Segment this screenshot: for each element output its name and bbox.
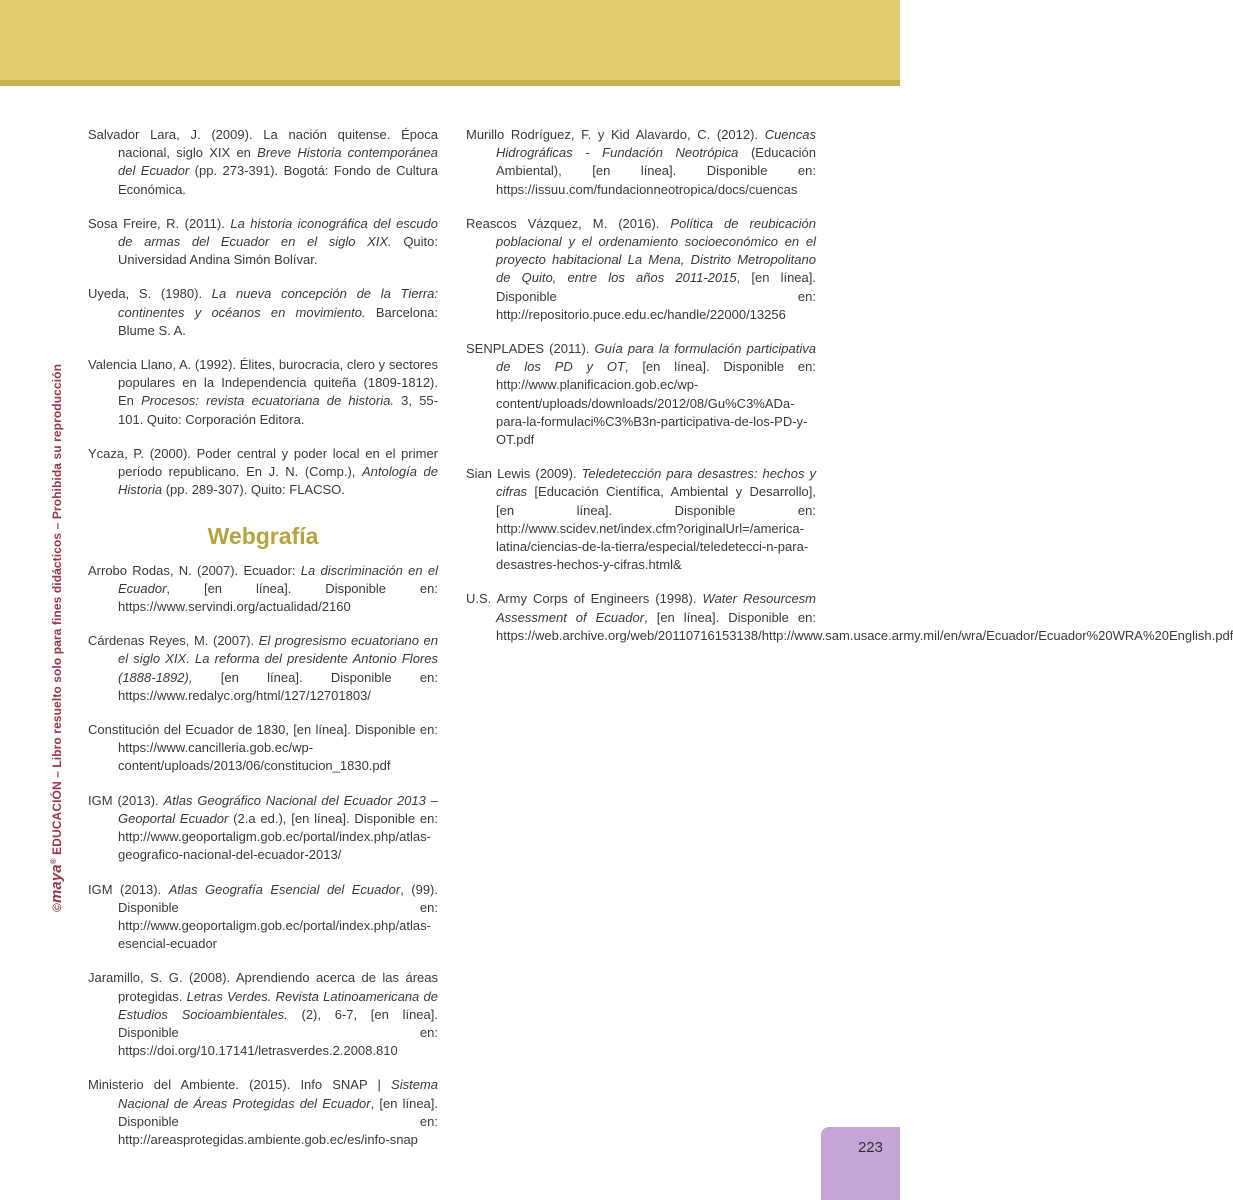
web-reference-item: Ministerio del Ambiente. (2015). Info SNAP | Sistema Nacional de Áreas Protegidas del Ecuador, [en línea]. Disponible en: http://areasprotegidas.ambiente.gob.ec/es/info-snap — [88, 1077, 438, 1147]
reference-item: Salvador Lara, J. (2009). La nación quitense. Época nacional, siglo XIX en Breve Historia contemporánea del Ecuador (pp. 273-391). Bogotá: Fondo de Cultura Económica. — [88, 127, 439, 197]
web-reference-item: SENPLADES (2011). Guía para la formulación participativa de los PD y OT, [en línea]. Disponible en: http://www.planificacion.gob.ec/wp-content/uploads/downloads/2012/08/Gu%C3%ADa-para-la-formulaci%C3%B3n-participativa-de-los-PD-y-OT.pdf — [466, 341, 816, 448]
top-band-edge — [0, 80, 900, 86]
brand-logo-text: maya — [48, 864, 65, 904]
vertical-copyright-credit — [48, 364, 65, 912]
page-number: 223 — [857, 1139, 883, 1156]
webography-list-left — [88, 562, 438, 1149]
web-reference-item: Murillo Rodríguez, F. y Kid Alavardo, C. (2012). Cuencas Hidrográficas - Fundación Neotrópica (Educación Ambiental), [en línea]. Disponible en: https://issuu.com/fundacionneotropica/docs/cuencas — [466, 127, 816, 197]
copyright-symbol: © — [50, 903, 64, 912]
reference-item: Uyeda, S. (1980). La nueva concepción de la Tierra: continentes y océanos en movimiento. Barcelona: Blume S. A. — [88, 286, 439, 338]
right-column — [466, 126, 1233, 661]
web-reference-item: Cárdenas Reyes, M. (2007). El progresismo ecuatoriano en el siglo XIX. La reforma del presidente Antonio Flores (1888-1892), [en línea]. Disponible en: https://www.redalyc.org/html/127/12701803/ — [88, 633, 438, 703]
web-reference-item: Arrobo Rodas, N. (2007). Ecuador: La discriminación en el Ecuador, [en línea]. Disponible en: https://www.servindi.org/actualidad/2160 — [88, 562, 438, 615]
registered-mark: ® — [49, 858, 58, 865]
web-reference-item: Jaramillo, S. G. (2008). Aprendiendo acerca de las áreas protegidas. Letras Verdes. Revista Latinoamericana de Estudios Socioambientales. (2), 6-7, [en línea]. Disponible en: https://doi.org/10.17141/letrasverdes.2.2008.810 — [88, 970, 439, 1059]
web-reference-item: IGM (2013). Atlas Geográfico Nacional del Ecuador 2013 – Geoportal Ecuador (2.a ed.), [en línea]. Disponible en: http://www.geoportaligm.gob.ec/portal/index.php/atlas-geografico-nacional-del-ecuador-2013/ — [88, 792, 438, 863]
section-title-webgrafia: Webgrafía — [207, 523, 319, 550]
web-reference-item: Reascos Vázquez, M. (2016). Política de reubicación poblacional y el ordenamiento socioeconómico en el proyecto habitacional La Mena, Distrito Metropolitano de Quito, entre los años 2011-2015, [en línea]. Disponible en: http://repositorio.puce.edu.ec/handle/22000/13256 — [466, 215, 816, 322]
page-number-tab — [821, 1127, 900, 1200]
web-reference-item: U.S. Army Corps of Engineers (1998). Water Resourcesm Assessment of Ecuador, [en línea]. Disponible en: https://web.archive.org/web/20110716153138/http://www.sam.usace.army.mil/en/wra/Ecuador/Ecuador%20WRA%20English.pdf — [466, 591, 1233, 643]
credit-label: EDUCACIÓN – Libro resuelto solo para fines didácticos – Prohibida su reproducción — [50, 363, 64, 855]
reference-item: Ycaza, P. (2000). Poder central y poder local en el primer período republicano. En J. N. (Comp.), Antología de Historia (pp. 289-307). Quito: FLACSO. — [88, 445, 438, 498]
web-reference-item: Constitución del Ecuador de 1830, [en línea]. Disponible en: https://www.cancilleria.gob.ec/wp-content/uploads/2013/06/constitucion_1830.pdf — [88, 722, 438, 774]
webography-list-right — [466, 126, 1233, 645]
top-color-band — [0, 0, 900, 86]
reference-item: Valencia Llano, A. (1992). Élites, burocracia, clero y sectores populares en la Independencia quiteña (1809-1812). En Procesos: revista ecuatoriana de historia. 3, 55-101. Quito: Corporación Editora. — [88, 357, 438, 427]
left-column — [88, 126, 438, 1165]
bibliography-list — [88, 126, 438, 499]
web-reference-item: Sian Lewis (2009). Teledetección para desastres: hechos y cifras [Educación Científica, Ambiental y Desarrollo], [en línea]. Disponible en: http://www.scidev.net/index.cfm?originalUrl=/america-latina/ciencias-de-la-tierra/especial/teledetecci-n-para-desastres-hechos-y-cifras.html& — [466, 466, 817, 573]
reference-item: Sosa Freire, R. (2011). La historia iconográfica del escudo de armas del Ecuador en el siglo XIX. Quito: Universidad Andina Simón Bolívar. — [88, 215, 439, 268]
web-reference-item: IGM (2013). Atlas Geografía Esencial del Ecuador, (99). Disponible en: http://www.geoportaligm.gob.ec/portal/index.php/atlas-esencial-ecuador — [88, 881, 438, 952]
